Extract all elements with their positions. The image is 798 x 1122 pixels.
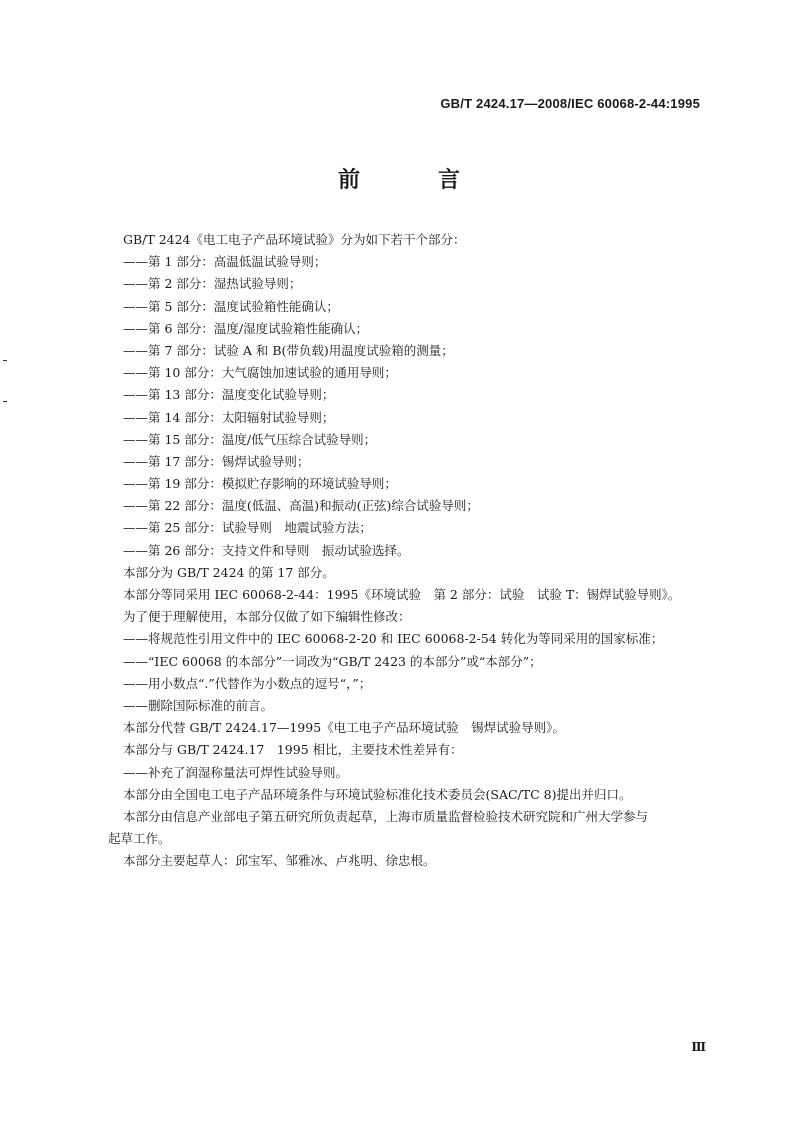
- paragraph-line: GB/T 2424《电工电子产品环境试验》分为如下若干个部分：: [123, 232, 466, 247]
- paragraph-line: 本部分主要起草人：邱宝军、邹雅冰、卢兆明、徐忠根。: [123, 853, 436, 869]
- page-title: 前 言: [337, 168, 488, 193]
- list-item: ——用小数点“.”代替作为小数点的逗号“，”；: [123, 675, 372, 691]
- paragraph-line: 为了便于理解使用，本部分仅做了如下编辑性修改：: [123, 609, 411, 625]
- scan-artifact: [3, 401, 7, 402]
- list-item: ——第 22 部分：温度(低温、高温)和振动(正弦)综合试验导则；: [123, 498, 479, 514]
- list-item: ——第 2 部分：湿热试验导则；: [123, 276, 302, 292]
- list-item: ——“IEC 60068 的本部分”一词改为“GB/T 2423 的本部分”或“本部分”；: [123, 653, 542, 669]
- list-item: ——第 13 部分：温度变化试验导则；: [123, 387, 335, 403]
- standard-code: GB/T 2424.17—2008/IEC 60068-2-44:1995: [440, 96, 700, 111]
- paragraph-line: 本部分由全国电工电子产品环境条件与环境试验标准化技术委员会(SAC/TC 8)提出并归口。: [123, 786, 632, 802]
- paragraph-line: 本部分为 GB/T 2424 的第 17 部分。: [123, 564, 335, 580]
- list-item: ——第 17 部分：锡焊试验导则；: [123, 453, 310, 469]
- foreword-body: [108, 229, 723, 872]
- paragraph-line: 本部分由信息产业部电子第五研究所负责起草，上海市质量监督检验技术研究院和广州大学参与: [123, 808, 649, 824]
- list-item: ——第 25 部分：试验导则 地震试验方法；: [123, 520, 372, 536]
- list-item: ——补充了润湿称量法可焊性试验导则。: [123, 764, 349, 780]
- list-item: ——第 15 部分：温度/低气压综合试验导则；: [123, 431, 377, 447]
- paragraph-line: 本部分等同采用 IEC 60068-2-44：1995《环境试验 第 2 部分：试验 试验 T：锡焊试验导则》。: [123, 587, 681, 602]
- list-item: ——第 7 部分：试验 A 和 B(带负载)用温度试验箱的测量；: [123, 342, 454, 358]
- list-item: ——第 19 部分：模拟贮存影响的环境试验导则；: [123, 476, 397, 492]
- paragraph-line: 本部分代替 GB/T 2424.17—1995《电工电子产品环境试验 锡焊试验导则》。: [123, 720, 565, 736]
- page-number: Ⅲ: [691, 1040, 706, 1054]
- list-item: ——将规范性引用文件中的 IEC 60068-2-20 和 IEC 60068-2-54 转化为等同采用的国家标准；: [123, 631, 664, 647]
- list-item: ——第 1 部分：高温低温试验导则；: [123, 254, 327, 270]
- scan-artifact: [3, 360, 7, 361]
- list-item: ——第 5 部分：温度试验箱性能确认；: [123, 298, 339, 314]
- paragraph-line: 本部分与 GB/T 2424.17 1995 相比，主要技术性差异有：: [123, 742, 463, 758]
- list-item: ——第 6 部分：温度/湿度试验箱性能确认；: [123, 320, 369, 336]
- list-item: ——第 14 部分：太阳辐射试验导则；: [123, 409, 335, 425]
- paragraph-line: 起草工作。: [108, 831, 171, 847]
- list-item: ——删除国际标准的前言。: [123, 697, 274, 713]
- list-item: ——第 26 部分：支持文件和导则 振动试验选择。: [123, 542, 410, 558]
- list-item: ——第 10 部分：大气腐蚀加速试验的通用导则；: [123, 365, 397, 381]
